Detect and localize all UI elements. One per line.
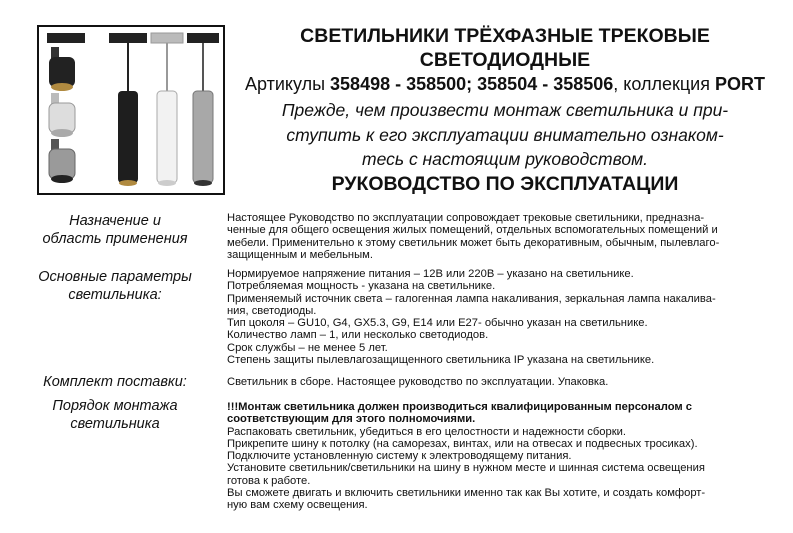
manual-title: РУКОВОДСТВО ПО ЭКСПЛУАТАЦИИ — [331, 173, 679, 195]
luminaire-illustration — [39, 27, 223, 193]
spot-head-silver-icon — [49, 139, 75, 183]
text-line: Вы сможете двигать и включить светильники именно так как Вы хотите, и создать комфорт- — [227, 487, 706, 500]
text-line: Степень защиты пылевлагозащищенного светильника IP указана на светильнике. — [227, 354, 655, 367]
text-line: Нормируемое напряжение питания – 12В или 220В – указано на светильнике. — [227, 268, 634, 280]
text-line: ния, светодиоды. — [227, 304, 317, 317]
text-line: Подключите установленную систему к электроводящему питания. — [227, 450, 572, 463]
text-line: Настоящее Руководство по эксплуатации сопровождает трековые светильники, предназна- — [227, 212, 705, 224]
document-title — [240, 24, 770, 72]
text-line: Срок службы – не менее 5 лет. — [227, 341, 388, 354]
pendant-silver-icon — [193, 43, 213, 186]
section-body-purpose — [227, 212, 757, 261]
spot-head-black-icon — [49, 47, 75, 91]
section-label-package: Комплект поставки: — [43, 374, 187, 390]
text-line: Количество ламп – 1, или несколько светодиодов. — [227, 329, 489, 342]
track-rail-icon — [109, 33, 147, 43]
warning-line: соответствующим для этого полномочиями. — [227, 413, 476, 426]
warning-line: !!!Монтаж светильника должен производиться квалифицированным персоналом с — [227, 401, 692, 413]
product-photo — [37, 25, 225, 195]
section-label-purpose: Назначение и область применения — [42, 213, 188, 247]
text-line: Применяемый источник света – галогенная лампа накаливания, зеркальная лампа накалива- — [227, 292, 716, 305]
track-rail-icon — [151, 33, 183, 43]
intro-note — [240, 98, 770, 172]
text-line: Установите светильник/светильники на шину в нужном месте и шинная система освещения — [227, 462, 705, 475]
section-body-installation — [227, 401, 757, 512]
text-line: Светильник в сборе. Настоящее руководство по эксплуатации. Упаковка. — [227, 376, 609, 388]
pendant-black-icon — [118, 43, 138, 186]
section-label-installation: Порядок монтажа светильника — [52, 398, 178, 432]
title-line-2: СВЕТОДИОДНЫЕ — [419, 49, 591, 71]
article-numbers — [240, 73, 770, 95]
section-body-package — [227, 376, 757, 388]
track-rail-icon — [47, 33, 85, 43]
articles-numbers: 358498 - 358500; 358504 - 358506 — [330, 74, 614, 94]
text-line: ную вам схему освещения. — [227, 499, 368, 512]
intro-line: ступить к его эксплуатации внимательно ознаком- — [286, 124, 724, 145]
spot-head-white-icon — [49, 93, 75, 137]
collection-name: PORT — [714, 74, 765, 94]
text-line: ченные для общего освещения жилых помещений, отдельных вспомогательных помещений и — [227, 224, 718, 237]
section-body-parameters — [227, 268, 757, 366]
intro-line: тесь с настоящим руководством. — [362, 149, 648, 169]
track-rail-icon — [187, 33, 219, 43]
text-line: защищенным и мебельным. — [227, 248, 373, 261]
articles-prefix: Артикулы — [244, 74, 331, 94]
section-label-parameters: Основные параметры светильника: — [38, 269, 192, 303]
pendant-white-icon — [157, 43, 177, 186]
articles-collection-prefix: , коллекция — [613, 74, 715, 94]
text-line: мебели. Применительно к этому светильник может быть декоративным, обычным, пылевлаго- — [227, 236, 720, 249]
text-line: готова к работе. — [227, 474, 311, 487]
text-line: Распаковать светильник, убедиться в его целостности и надежности сборки. — [227, 425, 626, 438]
title-line-1: СВЕТИЛЬНИКИ ТРЁХФАЗНЫЕ ТРЕКОВЫЕ — [300, 25, 710, 47]
text-line: Прикрепите шину к потолку (на саморезах, винтах, или на отвесах и подвесных тросиках). — [227, 437, 698, 450]
intro-line: Прежде, чем произвести монтаж светильника и при- — [281, 100, 729, 120]
text-line: Тип цоколя – GU10, G4, GX5.3, G9, E14 или E27- обычно указан на светильнике. — [227, 317, 648, 330]
text-line: Потребляемая мощность - указана на светильнике. — [227, 280, 496, 293]
